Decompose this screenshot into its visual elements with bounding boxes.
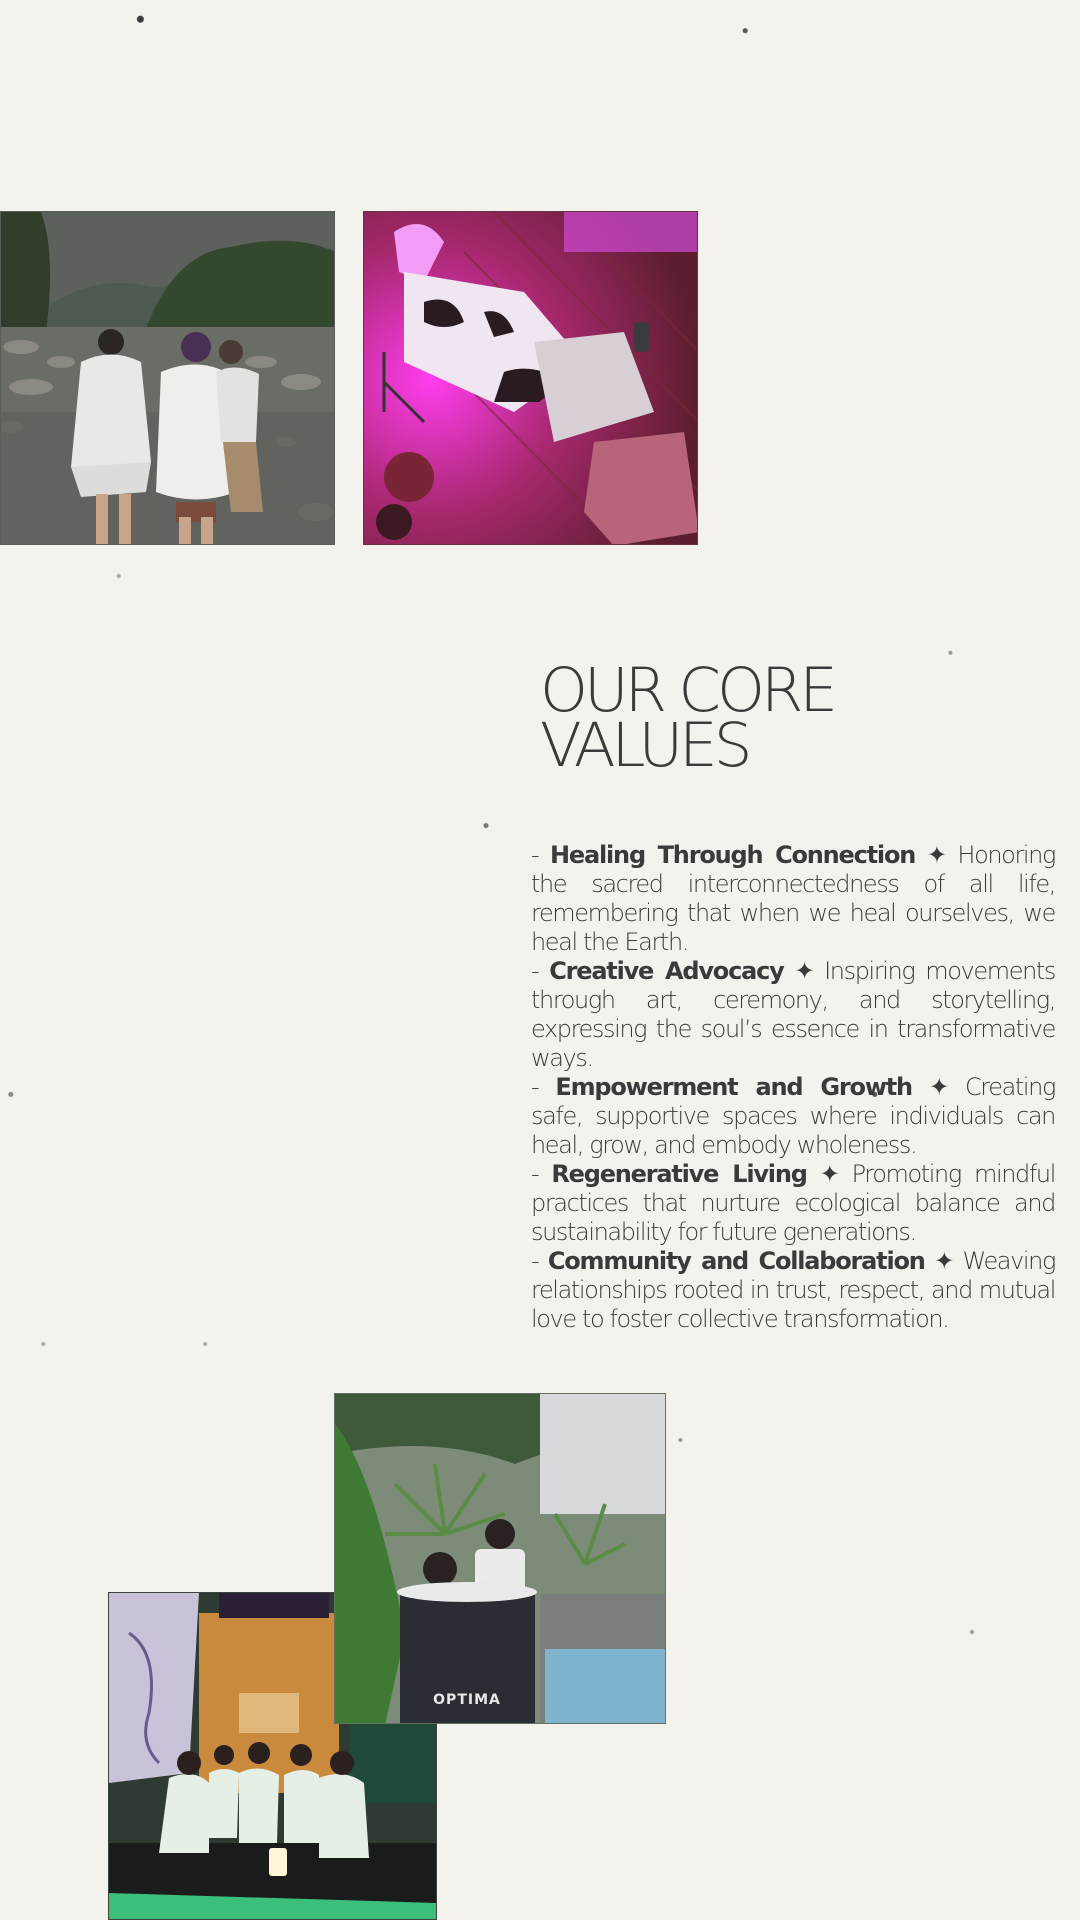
pool-ice-bath-photo xyxy=(334,1393,666,1724)
value-item: - Community and Collaboration ✦ Weaving relationships rooted in trust, respect, and mutual love to foster collective transformation. xyxy=(531,1247,1055,1333)
value-title: Empowerment and Growth xyxy=(555,1073,912,1101)
value-item: - Empowerment and Growth ✦ Creating safe, supportive spaces where individuals can heal, grow, and embody wholeness. xyxy=(531,1073,1055,1159)
heading-line-2: VALUES xyxy=(540,710,749,781)
value-item: - Healing Through Connection ✦ Honoring the sacred interconnectedness of all life, remembering that when we heal ourselves, we heal the Earth. xyxy=(531,841,1055,956)
core-values-heading xyxy=(540,655,900,781)
value-description: Inspiring movements through art, ceremony, and storytelling, expressing the soul’s essence in transformative ways. xyxy=(531,957,1055,1072)
value-item: - Regenerative Living ✦ Promoting mindful practices that nurture ecological balance and sustainability for future generations. xyxy=(531,1160,1055,1246)
value-description: Promoting mindful practices that nurture ecological balance and sustainability for future generations. xyxy=(531,1160,1055,1246)
value-item: - Creative Advocacy ✦ Inspiring movements through art, ceremony, and storytelling, expressing the soul’s essence in transformative ways. xyxy=(531,957,1055,1072)
value-title: Creative Advocacy xyxy=(549,957,784,985)
value-description: Honoring the sacred interconnectedness of all life, remembering that when we heal ourselves, we heal the Earth. xyxy=(531,841,1055,956)
core-values-list xyxy=(531,841,1055,1334)
value-description: Weaving relationships rooted in trust, respect, and mutual love to foster collective transformation. xyxy=(531,1247,1055,1333)
star-icon: ✦ xyxy=(924,1247,963,1275)
riverside-group-photo xyxy=(0,211,335,545)
value-title: Regenerative Living xyxy=(551,1160,807,1188)
star-icon: ✦ xyxy=(915,841,958,869)
heading-line-1: OUR CORE xyxy=(540,655,834,726)
value-title: Community and Collaboration xyxy=(547,1247,925,1275)
value-description: Creating safe, supportive spaces where individuals can heal, grow, and embody wholeness. xyxy=(531,1073,1055,1159)
star-icon: ✦ xyxy=(783,957,825,985)
star-icon: ✦ xyxy=(806,1160,852,1188)
star-icon: ✦ xyxy=(911,1073,965,1101)
optima-tub-label: OPTIMA xyxy=(433,1692,501,1708)
value-title: Healing Through Connection xyxy=(550,841,916,869)
magenta-room-photo xyxy=(363,211,698,545)
